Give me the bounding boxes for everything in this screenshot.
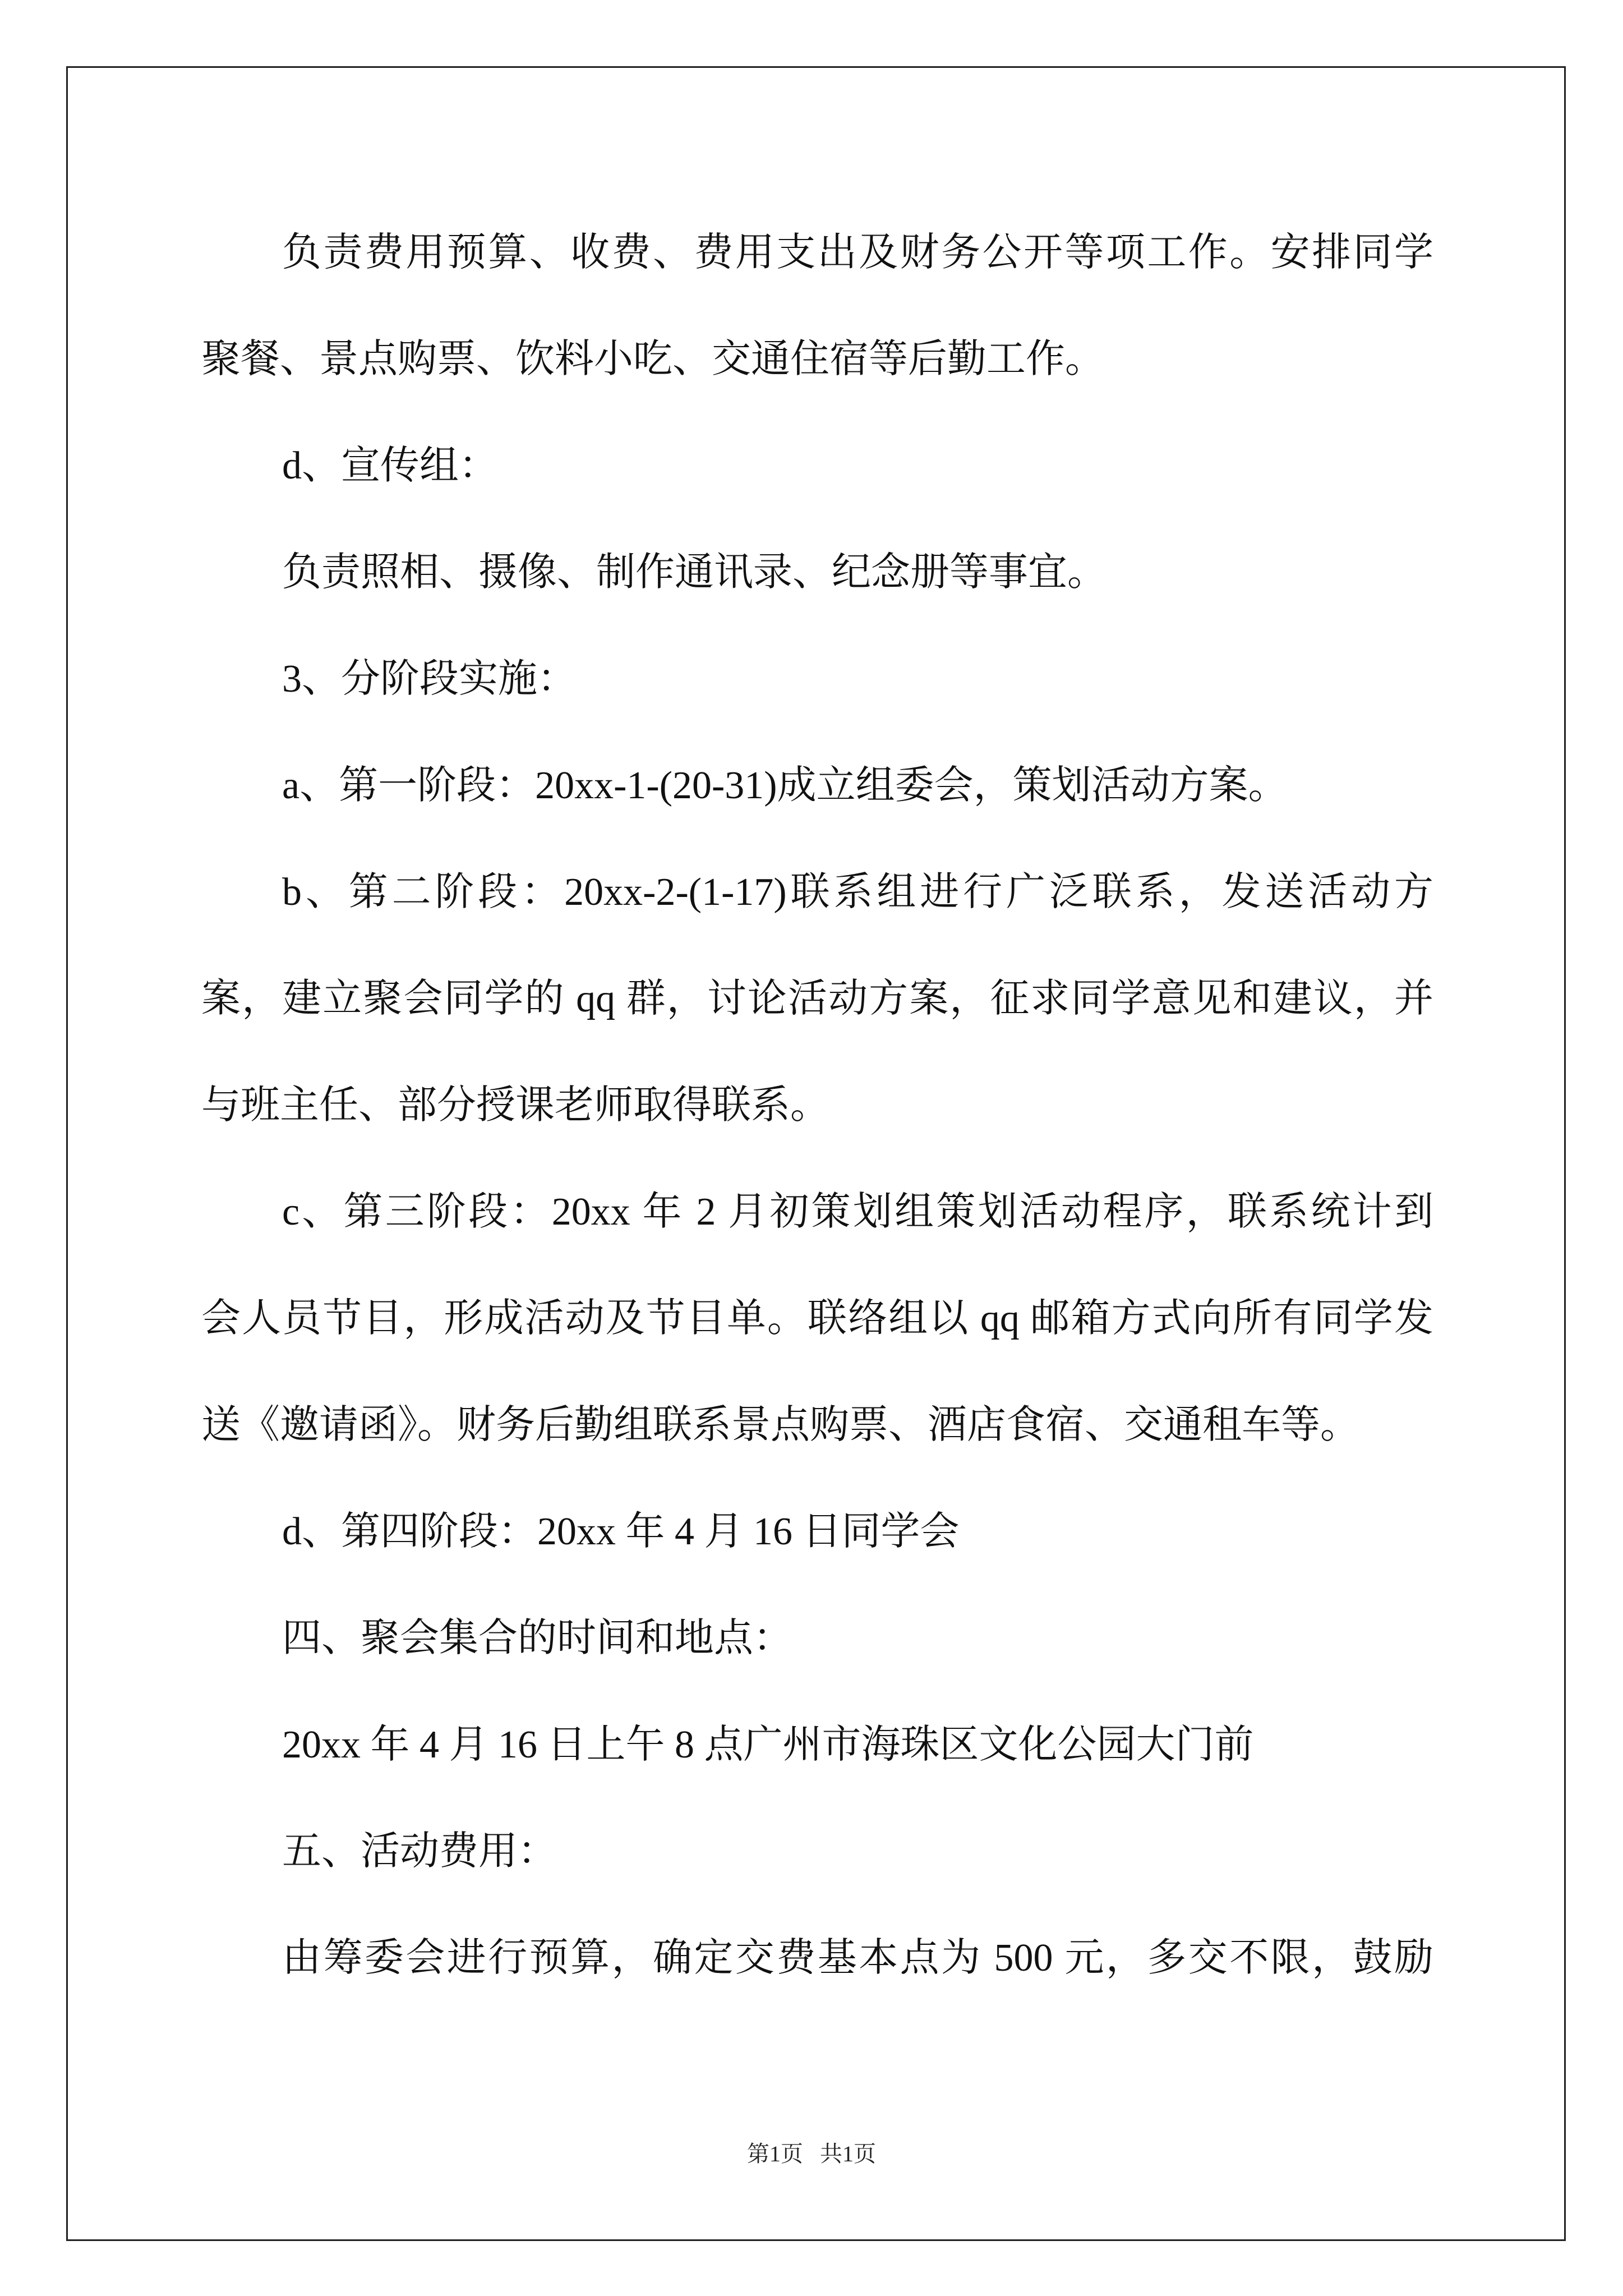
text-line: 聚餐、景点购票、饮料小吃、交通住宿等后勤工作。 bbox=[201, 338, 1104, 381]
text-line: 送《邀请函》。财务后勤组联系景点购票、酒店食宿、交通租车等。 bbox=[201, 1404, 1359, 1447]
text-line: 由筹委会进行预算，确定交费基本点为 500 元，多交不限，鼓励 bbox=[282, 1936, 1433, 1980]
section-heading: d、宣传组： bbox=[282, 444, 498, 487]
text-line: 与班主任、部分授课老师取得联系。 bbox=[201, 1084, 829, 1127]
document-body bbox=[201, 200, 1433, 2012]
section-heading: 五、活动费用： bbox=[282, 1830, 557, 1873]
section-heading: 四、聚会集合的时间和地点： bbox=[282, 1617, 792, 1660]
page-footer: 第1页 共1页 bbox=[747, 2141, 876, 2166]
text-line: 负责照相、摄像、制作通讯录、纪念册等事宜。 bbox=[282, 551, 1106, 594]
text-line: 会人员节目，形成活动及节目单。联络组以 qq 邮箱方式向所有同学发 bbox=[201, 1297, 1433, 1340]
text-line: d、第四阶段：20xx 年 4 月 16 日同学会 bbox=[282, 1510, 960, 1553]
text-line: 负责费用预算、收费、费用支出及财务公开等项工作。安排同学 bbox=[282, 231, 1433, 274]
text-line: c、第三阶段：20xx 年 2 月初策划组策划活动程序，联系统计到 bbox=[282, 1190, 1433, 1234]
text-line: 案，建立聚会同学的 qq 群，讨论活动方案，征求同学意见和建议，并 bbox=[201, 977, 1433, 1020]
text-line: a、第一阶段：20xx-1-(20-31)成立组委会，策划活动方案。 bbox=[282, 764, 1288, 807]
text-line: b、第二阶段：20xx-2-(1-17)联系组进行广泛联系，发送活动方 bbox=[282, 871, 1433, 914]
section-heading: 3、分阶段实施： bbox=[282, 657, 577, 701]
text-line: 20xx 年 4 月 16 日上午 8 点广州市海珠区文化公园大门前 bbox=[282, 1723, 1254, 1766]
